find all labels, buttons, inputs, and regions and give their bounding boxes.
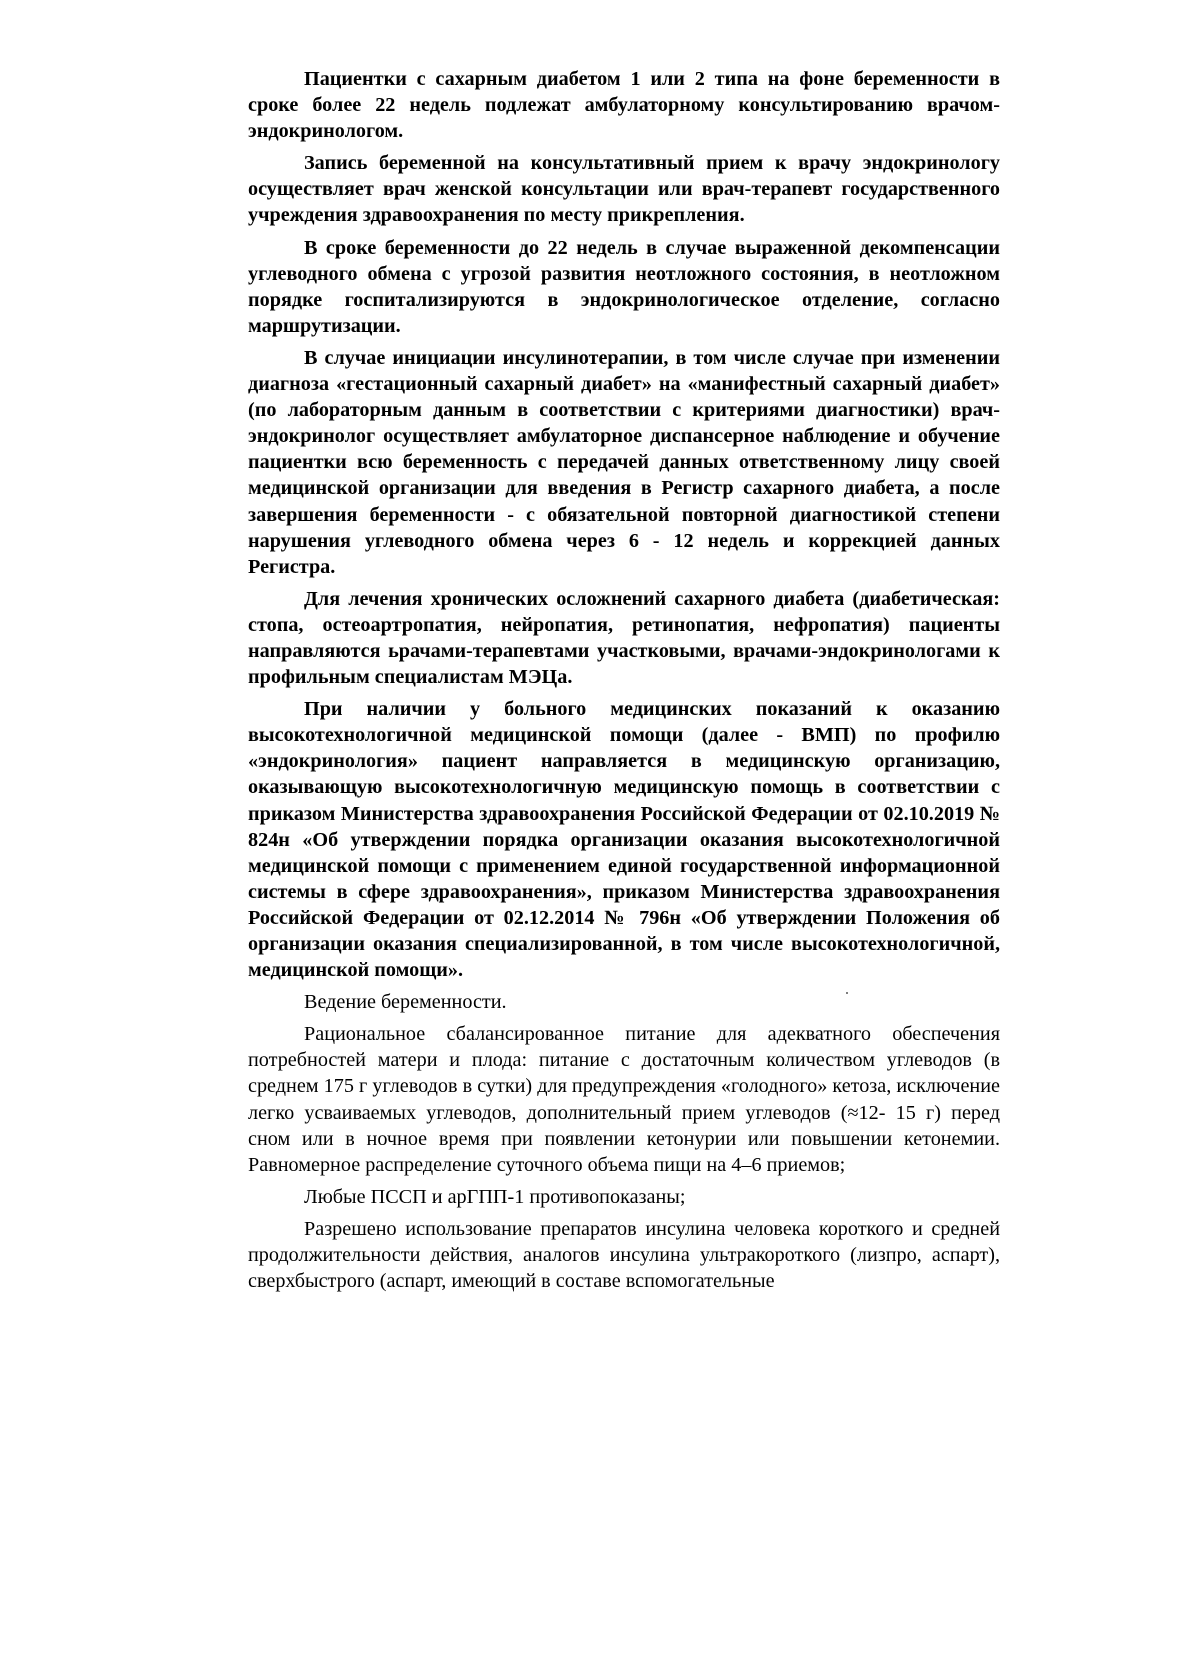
paragraph-chronic-complications: Для лечения хронических осложнений сахарного диабета (диабетическая: стопа, остеоартропатия, нейропатия, ретинопатия, нефропатия) пациенты направляются ьрачами-терапевтами участковыми, врачами-эндокринологами к профильным специалистам МЭЦа. [248, 587, 1000, 689]
paragraph-nutrition: Рациональное сбалансированное питание для адекватного обеспечения потребностей матери и плода: питание с достаточным количеством углеводов (в среднем 175 г углеводов в сутки) для предупреждения «голодного» кетоза, исключение легко усваиваемых углеводов, дополнительный прием углеводов (≈12- 15 г) перед сном или в ночное время при появлении кетонурии или повышении кетонемии. Равномерное распределение суточного объема пищи на 4–6 приемов; [248, 1023, 1000, 1176]
scan-artifact-dot [846, 992, 848, 994]
paragraph-high-tech-care: При наличии у больного медицинских показаний к оказанию высокотехнологичной медицинской помощи (далее - ВМП) по профилю «эндокринология» пациент направляется в медицинскую организацию, оказывающую высокотехнологичную медицинскую помощь в соответствии с приказом Министерства здравоохранения Российской Федерации от 02.10.2019 № 824н «Об утверждении порядка организации оказания высокотехнологичной медицинской помощи с применением единой государственной информационной системы в сфере здравоохранения», приказом Министерства здравоохранения Российской Федерации от 02.12.2014 № 796н «Об утверждении Положения об организации оказания специализированной, в том числе высокотехнологичной, медицинской помощи». [248, 698, 1000, 982]
paragraph-appointment-booking: Запись беременной на консультативный прием к врачу эндокринологу осуществляет врач женской консультации или врач-терапевт государственного учреждения здравоохранения по месту прикрепления. [248, 152, 1000, 227]
document-page [248, 66, 1000, 1300]
paragraph-emergency-hospitalization: В сроке беременности до 22 недель в случае выраженной декомпенсации углеводного обмена с угрозой развития неотложного состояния, в неотложном порядке госпитализируются в эндокринологическое отделение, согласно маршрутизации. [248, 236, 1000, 337]
section-heading-pregnancy-management: Ведение беременности. [304, 991, 507, 1014]
paragraph-contraindications: Любые ПССП и арГПП-1 противопоказаны; [304, 1185, 686, 1208]
paragraph-insulin-therapy: В случае инициации инсулинотерапии, в том числе случае при изменении диагноза «гестационный сахарный диабет» на «манифестный сахарный диабет» (по лабораторным данным в соответствии с критериями диагностики) врач-эндокринолог осуществляет амбулаторное диспансерное наблюдение и обучение пациентки всю беременность с передачей данных ответственному лицу своей медицинской организации для введения в Регистр сахарного диабета, а после завершения беременности - с обязательной повторной диагностикой степени нарушения углеводного обмена через 6 - 12 недель и коррекцией данных Регистра. [248, 346, 1000, 578]
paragraph-ambulatory-consultation: Пациентки с сахарным диабетом 1 или 2 типа на фоне беременности в сроке более 22 недель подлежат амбулаторному консультированию врачом-эндокринологом. [248, 68, 1000, 143]
paragraph-insulin-preparations: Разрешено использование препаратов инсулина человека короткого и средней продолжительности действия, аналогов инсулина ультракороткого (лизпро, аспарт), сверхбыстрого (аспарт, имеющий в составе вспомогательные [248, 1217, 1000, 1293]
